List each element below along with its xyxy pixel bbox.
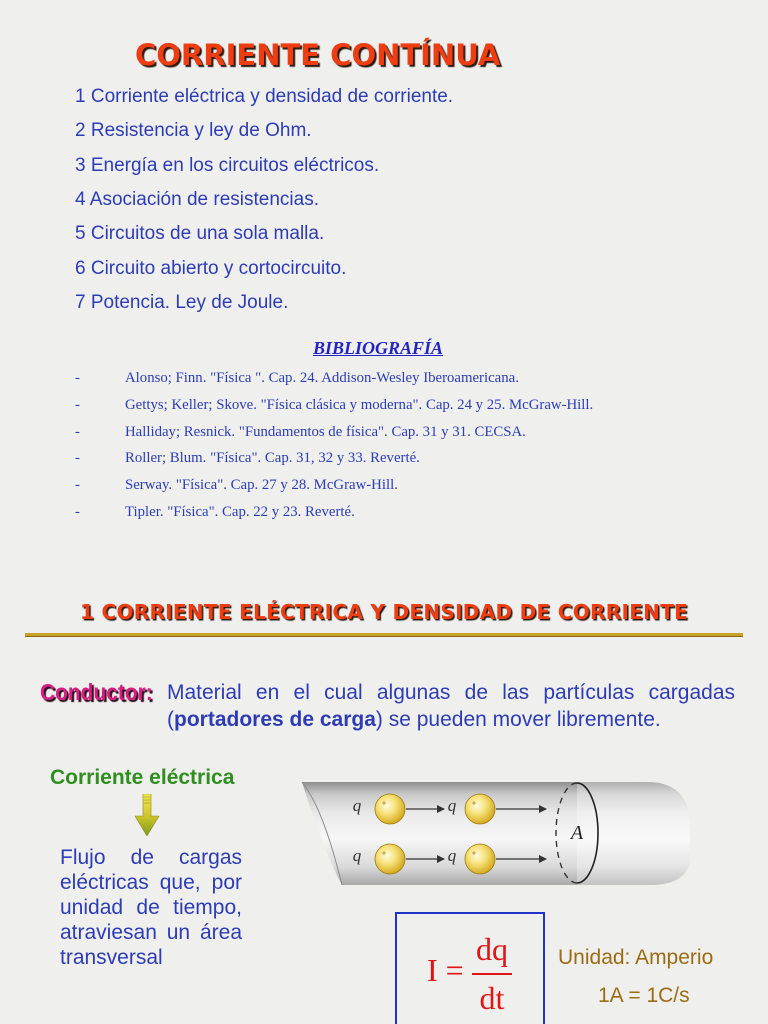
contents-item: 6 Circuito abierto y cortocircuito.	[75, 257, 347, 279]
unit-equivalence: 1A = 1C/s	[598, 984, 690, 1007]
down-arrow-icon	[134, 794, 160, 836]
contents-item: 2 Resistencia y ley de Ohm.	[75, 120, 312, 142]
bibliography-list	[75, 369, 675, 530]
charge-label: q	[447, 796, 457, 815]
contents-item: 3 Energía en los circuitos eléctricos.	[75, 154, 380, 176]
contents-item: 7 Potencia. Ley de Joule.	[75, 291, 289, 313]
bullet-marker: -	[75, 396, 80, 413]
conductor-diagram	[298, 775, 693, 890]
conductor-label: Conductor:	[40, 679, 153, 705]
formula-numerator: dq	[476, 931, 508, 967]
charge-carrier	[375, 794, 405, 824]
formula-denominator: dt	[479, 980, 505, 1016]
charge-carrier	[465, 844, 495, 874]
bibliography-entry	[75, 449, 675, 476]
fraction-bar	[472, 973, 512, 975]
bullet-marker: -	[75, 423, 80, 440]
contents-item: 4 Asociación de resistencias.	[75, 188, 319, 210]
bibliography-heading: BIBLIOGRAFÍA	[313, 338, 444, 358]
bibliography-text: Alonso; Finn. "Física ". Cap. 24. Addison-Wesley Iberoamericana.	[125, 370, 519, 386]
page-title: CORRIENTE CONTÍNUA	[135, 38, 501, 72]
conductor-definition-end: ) se pueden mover libremente.	[375, 708, 661, 731]
bibliography-entry	[75, 476, 675, 503]
bibliography-text: Gettys; Keller; Skove. "Física clásica y moderna". Cap. 24 y 25. McGraw-Hill.	[125, 396, 594, 413]
contents-item: 5 Circuitos de una sola malla.	[75, 223, 325, 245]
contents-item: 1 Corriente eléctrica y densidad de corriente.	[75, 86, 454, 107]
bibliography-entry	[75, 503, 675, 530]
bibliography-text: Roller; Blum. "Física". Cap. 31, 32 y 33. Reverté.	[125, 450, 420, 467]
conductor-definition-start: Material en el cual algunas de las partículas cargadas (	[167, 681, 735, 731]
current-definition: Flujo de cargas eléctricas que, por unidad de tiempo, atraviesan un área transversal	[60, 846, 242, 969]
formula-lhs: I =	[427, 952, 464, 988]
bullet-marker: -	[75, 370, 80, 386]
bibliography-text: Tipler. "Física". Cap. 22 y 23. Reverté.	[125, 503, 355, 520]
bibliography-text: Serway. "Física". Cap. 27 y 28. McGraw-Hill.	[125, 477, 398, 494]
bibliography-entry	[75, 423, 675, 450]
section-heading: 1 CORRIENTE ELÉCTRICA Y DENSIDAD DE CORRIENTE	[80, 600, 689, 624]
bibliography-entry	[75, 396, 675, 423]
unit-label: Unidad: Amperio	[558, 946, 714, 969]
charge-carrier	[375, 844, 405, 874]
tube-right-section	[577, 782, 690, 885]
charge-label: q	[447, 846, 457, 865]
section-divider	[25, 633, 743, 636]
bibliography-entry	[75, 369, 675, 396]
contents-list	[75, 85, 453, 325]
bullet-marker: -	[75, 503, 80, 520]
bibliography-text: Halliday; Resnick. "Fundamentos de física". Cap. 31 y 31. CECSA.	[125, 423, 526, 440]
charge-label: q	[352, 846, 362, 865]
current-label: Corriente eléctrica	[50, 766, 235, 789]
conductor-definition	[167, 679, 735, 733]
charge-label: q	[352, 796, 362, 815]
area-label: A	[570, 822, 584, 844]
charge-carrier	[465, 794, 495, 824]
conductor-definition-emphasis: portadores de carga	[174, 708, 376, 731]
bullet-marker: -	[75, 450, 80, 467]
bullet-marker: -	[75, 477, 80, 494]
